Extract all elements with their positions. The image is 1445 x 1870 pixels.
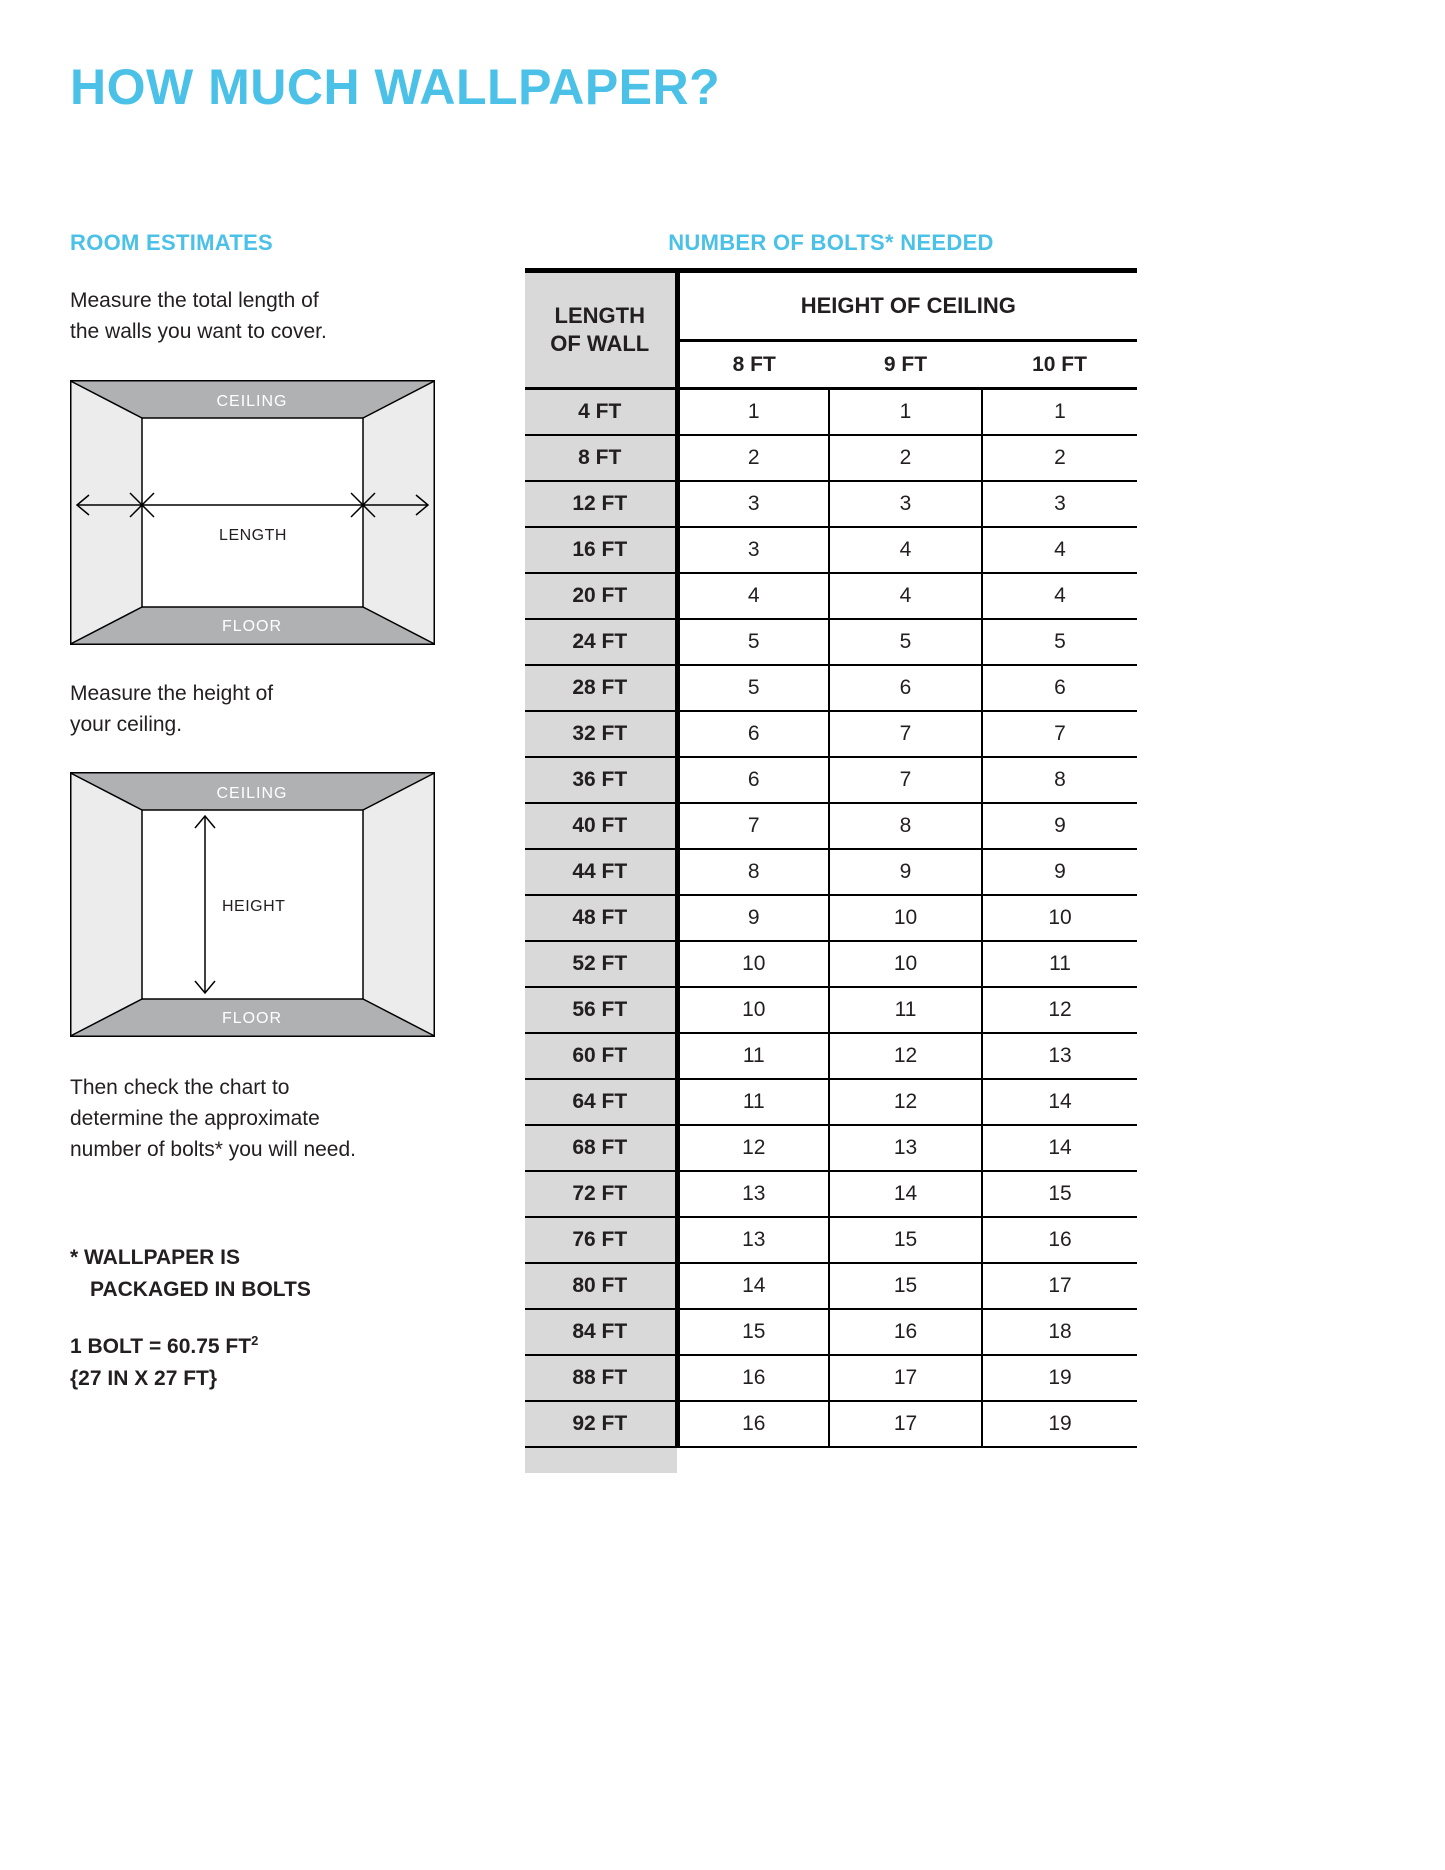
cell-bolts-8ft: 11 (677, 1079, 829, 1125)
row-label-wall-length: 60 FT (525, 1033, 677, 1079)
step3-line3: number of bolts* you will need. (70, 1138, 356, 1161)
length-label: LENGTH (219, 527, 287, 544)
cell-bolts-10ft: 19 (982, 1355, 1137, 1401)
row-label-wall-length: 92 FT (525, 1401, 677, 1447)
corner-header-line1: LENGTH (554, 303, 645, 328)
cell-bolts-8ft: 4 (677, 573, 829, 619)
cell-bolts-9ft: 11 (829, 987, 982, 1033)
table-row (525, 803, 1137, 849)
cell-bolts-9ft: 17 (829, 1401, 982, 1447)
row-label-wall-length: 76 FT (525, 1217, 677, 1263)
table-row (525, 665, 1137, 711)
table-row (525, 389, 1137, 435)
cell-bolts-10ft: 14 (982, 1079, 1137, 1125)
cell-bolts-10ft: 12 (982, 987, 1137, 1033)
bolts-needed-heading: NUMBER OF BOLTS* NEEDED (668, 230, 994, 255)
cell-bolts-8ft: 2 (677, 435, 829, 481)
cell-bolts-10ft: 3 (982, 481, 1137, 527)
table-row (525, 1263, 1137, 1309)
corner-header-length-of-wall (525, 271, 677, 389)
row-label-wall-length: 88 FT (525, 1355, 677, 1401)
cell-bolts-8ft: 10 (677, 987, 829, 1033)
table-row (525, 1125, 1137, 1171)
cell-bolts-9ft: 15 (829, 1263, 982, 1309)
step1-line1: Measure the total length of (70, 289, 319, 312)
col-header-8ft: 8 FT (677, 341, 829, 389)
row-label-wall-length: 80 FT (525, 1263, 677, 1309)
cell-bolts-8ft: 10 (677, 941, 829, 987)
step1-instruction (70, 285, 327, 347)
bolt-size-info (70, 1325, 258, 1395)
cell-bolts-8ft: 16 (677, 1401, 829, 1447)
cell-bolts-9ft: 10 (829, 941, 982, 987)
row-label-wall-length: 12 FT (525, 481, 677, 527)
cell-bolts-10ft: 9 (982, 849, 1137, 895)
row-label-wall-length: 28 FT (525, 665, 677, 711)
cell-bolts-8ft: 11 (677, 1033, 829, 1079)
row-label-wall-length: 44 FT (525, 849, 677, 895)
cell-bolts-9ft: 12 (829, 1033, 982, 1079)
cell-bolts-9ft: 15 (829, 1217, 982, 1263)
row-label-wall-length: 72 FT (525, 1171, 677, 1217)
cell-bolts-10ft: 6 (982, 665, 1137, 711)
row-label-wall-length: 68 FT (525, 1125, 677, 1171)
right-wall (363, 382, 434, 644)
cell-bolts-10ft: 8 (982, 757, 1137, 803)
row-label-wall-length: 8 FT (525, 435, 677, 481)
back-wall (142, 418, 363, 607)
cell-bolts-9ft: 7 (829, 757, 982, 803)
table-row (525, 1171, 1137, 1217)
cell-bolts-8ft: 3 (677, 481, 829, 527)
table-row (525, 1355, 1137, 1401)
page-title: HOW MUCH WALLPAPER? (70, 59, 721, 115)
cell-bolts-10ft: 15 (982, 1171, 1137, 1217)
row-label-wall-length: 32 FT (525, 711, 677, 757)
cell-bolts-10ft: 13 (982, 1033, 1137, 1079)
cell-bolts-9ft: 10 (829, 895, 982, 941)
cell-bolts-9ft: 7 (829, 711, 982, 757)
row-label-wall-length: 48 FT (525, 895, 677, 941)
col-header-9ft: 9 FT (829, 341, 982, 389)
table-row (525, 711, 1137, 757)
cell-bolts-9ft: 5 (829, 619, 982, 665)
cell-bolts-10ft: 19 (982, 1401, 1137, 1447)
room-estimates-heading: ROOM ESTIMATES (70, 230, 274, 255)
room-length-diagram (70, 380, 435, 645)
table-row (525, 1079, 1137, 1125)
cell-bolts-10ft: 16 (982, 1217, 1137, 1263)
gray-column-stub (525, 1447, 677, 1473)
cell-bolts-8ft: 13 (677, 1171, 829, 1217)
left-wall (72, 774, 143, 1036)
table-row (525, 757, 1137, 803)
cell-bolts-9ft: 12 (829, 1079, 982, 1125)
cell-bolts-8ft: 15 (677, 1309, 829, 1355)
bolt-dimensions: {27 IN X 27 FT} (70, 1367, 218, 1390)
cell-bolts-8ft: 7 (677, 803, 829, 849)
step2-line2: your ceiling. (70, 713, 183, 736)
table-row (525, 849, 1137, 895)
row-label-wall-length: 16 FT (525, 527, 677, 573)
row-label-wall-length: 36 FT (525, 757, 677, 803)
table-body (525, 389, 1137, 1447)
cell-bolts-8ft: 5 (677, 619, 829, 665)
table-row (525, 481, 1137, 527)
cell-bolts-8ft: 6 (677, 757, 829, 803)
cell-bolts-10ft: 11 (982, 941, 1137, 987)
cell-bolts-8ft: 6 (677, 711, 829, 757)
cell-bolts-8ft: 5 (677, 665, 829, 711)
table-row (525, 573, 1137, 619)
right-wall (363, 774, 434, 1036)
cell-bolts-8ft: 1 (677, 389, 829, 435)
cell-bolts-9ft: 8 (829, 803, 982, 849)
ceiling-label: CEILING (216, 393, 288, 410)
table-row (525, 435, 1137, 481)
cell-bolts-9ft: 4 (829, 573, 982, 619)
cell-bolts-8ft: 3 (677, 527, 829, 573)
cell-bolts-8ft: 12 (677, 1125, 829, 1171)
table-row (525, 1033, 1137, 1079)
step3-line1: Then check the chart to (70, 1076, 290, 1099)
row-label-wall-length: 52 FT (525, 941, 677, 987)
floor-label: FLOOR (221, 1010, 283, 1027)
cell-bolts-9ft: 13 (829, 1125, 982, 1171)
cell-bolts-8ft: 9 (677, 895, 829, 941)
cell-bolts-9ft: 6 (829, 665, 982, 711)
footnote-line2: PACKAGED IN BOLTS (90, 1278, 311, 1301)
cell-bolts-9ft: 1 (829, 389, 982, 435)
step3-instruction (70, 1072, 356, 1165)
bolts-table (525, 268, 1137, 1473)
table-header (525, 271, 1137, 389)
cell-bolts-10ft: 7 (982, 711, 1137, 757)
cell-bolts-10ft: 5 (982, 619, 1137, 665)
floor-label: FLOOR (221, 618, 283, 635)
left-wall (72, 382, 143, 644)
row-label-wall-length: 56 FT (525, 987, 677, 1033)
cell-bolts-8ft: 14 (677, 1263, 829, 1309)
cell-bolts-8ft: 16 (677, 1355, 829, 1401)
table-row (525, 1309, 1137, 1355)
bolts-footnote (70, 1242, 311, 1306)
row-label-wall-length: 84 FT (525, 1309, 677, 1355)
table-row (525, 987, 1137, 1033)
bolt-equation: 1 BOLT = 60.75 $FT^2$ (70, 1333, 259, 1358)
group-header-height-of-ceiling: HEIGHT OF CEILING (677, 271, 1137, 341)
cell-bolts-9ft: 9 (829, 849, 982, 895)
cell-bolts-10ft: 10 (982, 895, 1137, 941)
table-row (525, 619, 1137, 665)
cell-bolts-10ft: 4 (982, 527, 1137, 573)
step3-line2: determine the approximate (70, 1107, 320, 1130)
row-label-wall-length: 40 FT (525, 803, 677, 849)
cell-bolts-8ft: 8 (677, 849, 829, 895)
table-row (525, 527, 1137, 573)
col-header-10ft: 10 FT (982, 341, 1137, 389)
cell-bolts-10ft: 18 (982, 1309, 1137, 1355)
cell-bolts-9ft: 2 (829, 435, 982, 481)
squared-superscript: 2 (251, 1333, 259, 1348)
row-label-wall-length: 20 FT (525, 573, 677, 619)
cell-bolts-9ft: 4 (829, 527, 982, 573)
table-row (525, 1217, 1137, 1263)
row-label-wall-length: 4 FT (525, 389, 677, 435)
table-row (525, 941, 1137, 987)
step1-line2: the walls you want to cover. (70, 320, 327, 343)
cell-bolts-10ft: 1 (982, 389, 1137, 435)
cell-bolts-9ft: 16 (829, 1309, 982, 1355)
footnote-line1: * WALLPAPER IS (70, 1246, 240, 1269)
cell-bolts-10ft: 4 (982, 573, 1137, 619)
cell-bolts-8ft: 13 (677, 1217, 829, 1263)
cell-bolts-9ft: 17 (829, 1355, 982, 1401)
ceiling-label: CEILING (216, 785, 288, 802)
cell-bolts-10ft: 14 (982, 1125, 1137, 1171)
corner-header-line2: OF WALL (550, 331, 650, 356)
table-row (525, 1401, 1137, 1447)
cell-bolts-10ft: 9 (982, 803, 1137, 849)
cell-bolts-10ft: 2 (982, 435, 1137, 481)
step2-instruction (70, 678, 273, 740)
row-label-wall-length: 24 FT (525, 619, 677, 665)
step2-line1: Measure the height of (70, 682, 274, 705)
cell-bolts-10ft: 17 (982, 1263, 1137, 1309)
room-height-diagram (70, 772, 435, 1037)
cell-bolts-9ft: 3 (829, 481, 982, 527)
table-footer (525, 1447, 1137, 1473)
row-label-wall-length: 64 FT (525, 1079, 677, 1125)
table-row (525, 895, 1137, 941)
cell-bolts-9ft: 14 (829, 1171, 982, 1217)
height-label: HEIGHT (222, 898, 286, 915)
